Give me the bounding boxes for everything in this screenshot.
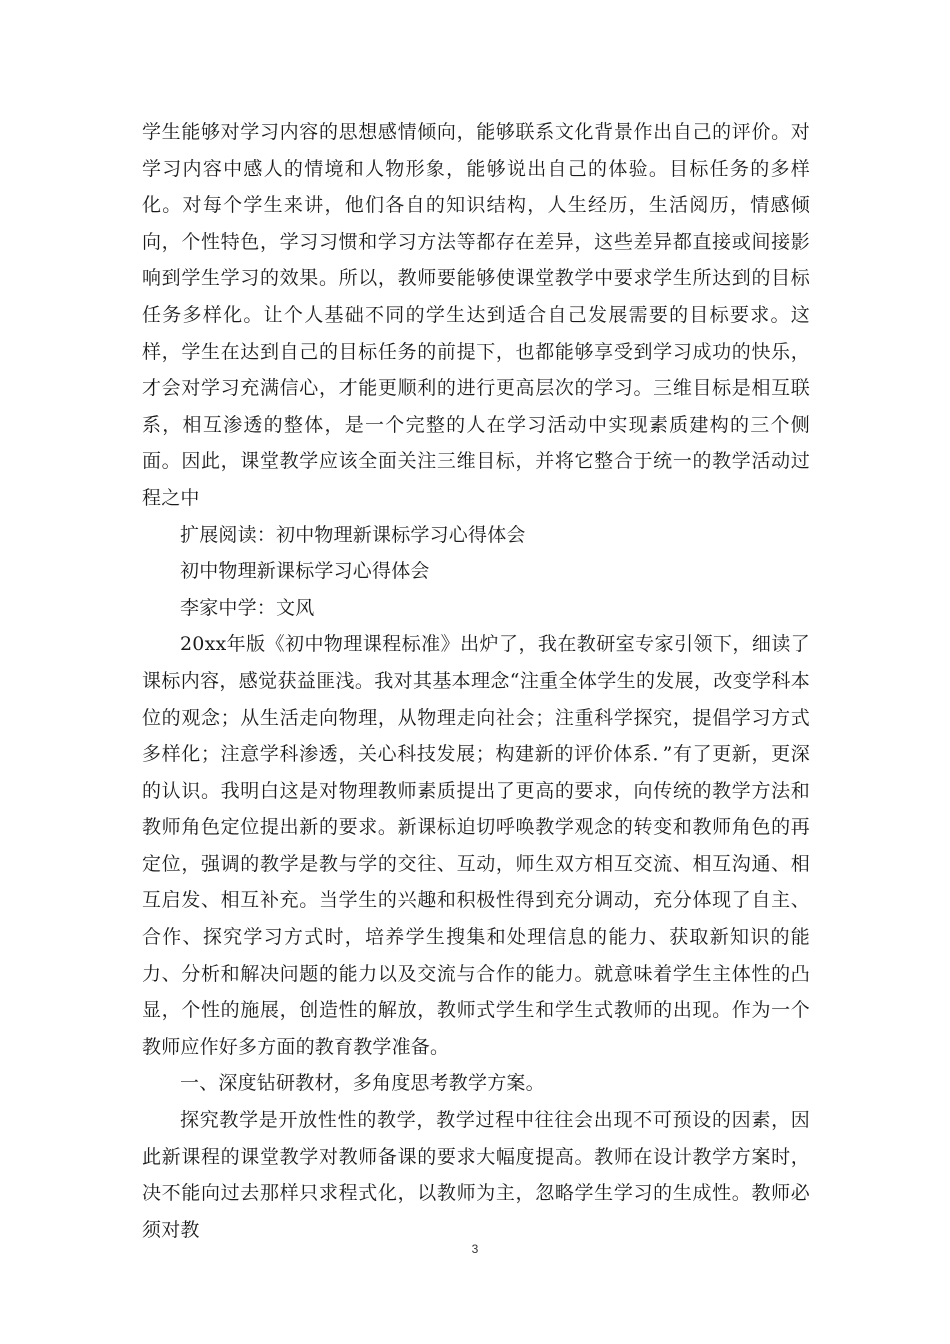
paragraph-body: 探究教学是开放性性的教学，教学过程中往往会出现不可预设的因素，因此新课程的课堂教学对教师备课的要求大幅度提高。教师在设计教学方案时，决不能向过去那样只求程式化，以教师为主，忽略学生学习的生成性。教师必须对教 [142, 1109, 810, 1241]
section-heading: 一、深度钻研教材，多角度思考教学方案。 [180, 1072, 545, 1095]
article-author: 李家中学：文风 [180, 596, 315, 619]
page-number: 3 [471, 1242, 479, 1256]
document-body [142, 114, 810, 1248]
paragraph-body: 20xx年版《初中物理课程标准》出炉了，我在教研室专家引领下，细读了课标内容，感觉获益匪浅。我对其基本理念“注重全体学生的发展，改变学科本位的观念；从生活走向物理，从物理走向社会；注重科学探究，提倡学习方式多样化；注意学科渗透，关心科技发展；构建新的评价体系．”有了更新，更深的认识。我明白这是对物理教师素质提出了更高的要求，向传统的教学方法和教师角色定位提出新的要求。新课标迫切呼唤教学观念的转变和教师角色的再定位，强调的教学是教与学的交往、互动，师生双方相互交流、相互沟通、相互启发、相互补充。当学生的兴趣和积极性得到充分调动，充分体现了自主、合作、探究学习方式时，培养学生搜集和处理信息的能力、获取新知识的能力、分析和解决问题的能力以及交流与合作的能力。就意味着学生主体性的凸显，个性的施展，创造性的解放，教师式学生和学生式教师的出现。作为一个教师应作好多方面的教育教学准备。 [142, 633, 810, 1058]
article-title: 初中物理新课标学习心得体会 [180, 560, 430, 583]
paragraph-continued: 学生能够对学习内容的思想感情倾向，能够联系文化背景作出自己的评价。对学习内容中感人的情境和人物形象，能够说出自己的体验。目标任务的多样化。对每个学生来讲，他们各自的知识结构，人生经历，生活阅历，情感倾向，个性特色，学习习惯和学习方法等都存在差异，这些差异都直接或间接影响到学生学习的效果。所以，教师要能够使课堂教学中要求学生所达到的目标任务多样化。让个人基础不同的学生达到适合自己发展需要的目标要求。这样，学生在达到自己的目标任务的前提下，也都能够享受到学习成功的快乐，才会对学习充满信心，才能更顺利的进行更高层次的学习。三维目标是相互联系，相互渗透的整体，是一个完整的人在学习活动中实现素质建构的三个侧面。因此，课堂教学应该全面关注三维目标，并将它整合于统一的教学活动过程之中 [142, 121, 810, 509]
extended-reading-line: 扩展阅读：初中物理新课标学习心得体会 [180, 523, 526, 546]
